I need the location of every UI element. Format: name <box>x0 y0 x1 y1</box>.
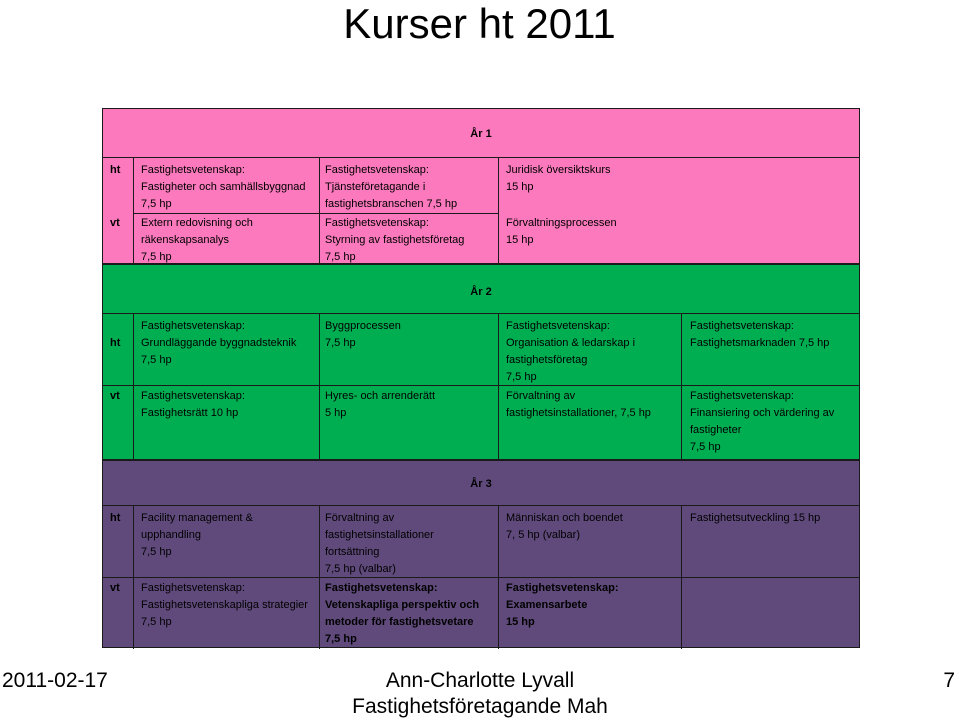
year-3-ht-label: ht <box>110 512 121 524</box>
year-2-ht-course-2: Byggprocessen 7,5 hp <box>325 320 401 349</box>
footer-page-number: 7 <box>943 669 955 692</box>
year-1-vt-course-1: Extern redovisning och räkenskapsanalys 7,5 hp <box>141 217 253 263</box>
year-3-vt-label: vt <box>110 582 120 594</box>
year-3-vt-course-1: Fastighetsvetenskap: Fastighetsvetenskapliga strategier 7,5 hp <box>141 582 308 628</box>
year-2-vt-course-1: Fastighetsvetenskap: Fastighetsrätt 10 hp <box>141 390 245 419</box>
year-2-ht-course-3: Fastighetsvetenskap: Organisation & ledarskap i fastighetsföretag 7,5 hp <box>506 320 636 383</box>
year-2-vt-label: vt <box>110 390 120 402</box>
year-2-ht-label: ht <box>110 337 121 349</box>
year-1-ht-course-1: Fastighetsvetenskap: Fastigheter och samhällsbyggnad 7,5 hp <box>141 164 306 210</box>
year-2-vt-course-2: Hyres- och arrenderätt 5 hp <box>325 390 436 419</box>
footer-author-name: Ann-Charlotte Lyvall <box>385 669 575 692</box>
year-3-block <box>102 460 860 648</box>
footer-author <box>280 668 680 720</box>
footer-org: Fastighetsföretagande Mah <box>352 695 608 718</box>
year-3-label: År 3 <box>470 478 492 490</box>
year-3-ht-course-4: Fastighetsutveckling 15 hp <box>690 512 821 524</box>
year-1-label: År 1 <box>470 128 492 140</box>
year-2-block <box>102 264 860 460</box>
year-1-ht-course-3: Juridisk översiktskurs 15 hp <box>506 164 611 193</box>
year-2-ht-course-4: Fastighetsvetenskap: Fastighetsmarknaden 7,5 hp <box>690 320 830 349</box>
year-1-vt-course-2: Fastighetsvetenskap: Styrning av fastighetsföretag 7,5 hp <box>325 217 465 263</box>
year-3-ht-course-2: Förvaltning av fastighetsinstallationer fortsättning 7,5 hp (valbar) <box>325 512 434 575</box>
year-3-vt-course-2: Fastighetsvetenskap: Vetenskapliga perspektiv och metoder för fastighetsvetare 7,5 hp <box>325 582 480 645</box>
year-2-vt-course-3: Förvaltning av fastighetsinstallationer, 7,5 hp <box>506 390 651 419</box>
year-1-ht-course-2: Fastighetsvetenskap: Tjänsteföretagande i fastighetsbranschen 7,5 hp <box>325 164 458 210</box>
year-1-block <box>102 108 860 264</box>
year-2-ht-course-1: Fastighetsvetenskap: Grundläggande byggnadsteknik 7,5 hp <box>141 320 297 366</box>
footer-date: 2011-02-17 <box>2 669 108 692</box>
year-1-ht-label: ht <box>110 164 121 176</box>
year-1-vt-label: vt <box>110 217 120 229</box>
year-3-ht-course-1: Facility management & upphandling 7,5 hp <box>141 512 253 558</box>
year-3-vt-course-3: Fastighetsvetenskap: Examensarbete 15 hp <box>506 582 619 628</box>
year-2-vt-course-4: Fastighetsvetenskap: Finansiering och värdering av fastigheter 7,5 hp <box>690 390 835 453</box>
year-2-label: År 2 <box>470 286 492 298</box>
year-1-vt-course-3: Förvaltningsprocessen 15 hp <box>506 217 617 246</box>
year-3-ht-course-3: Människan och boendet 7, 5 hp (valbar) <box>506 512 623 541</box>
slide-title: Kurser ht 2011 <box>343 0 616 47</box>
